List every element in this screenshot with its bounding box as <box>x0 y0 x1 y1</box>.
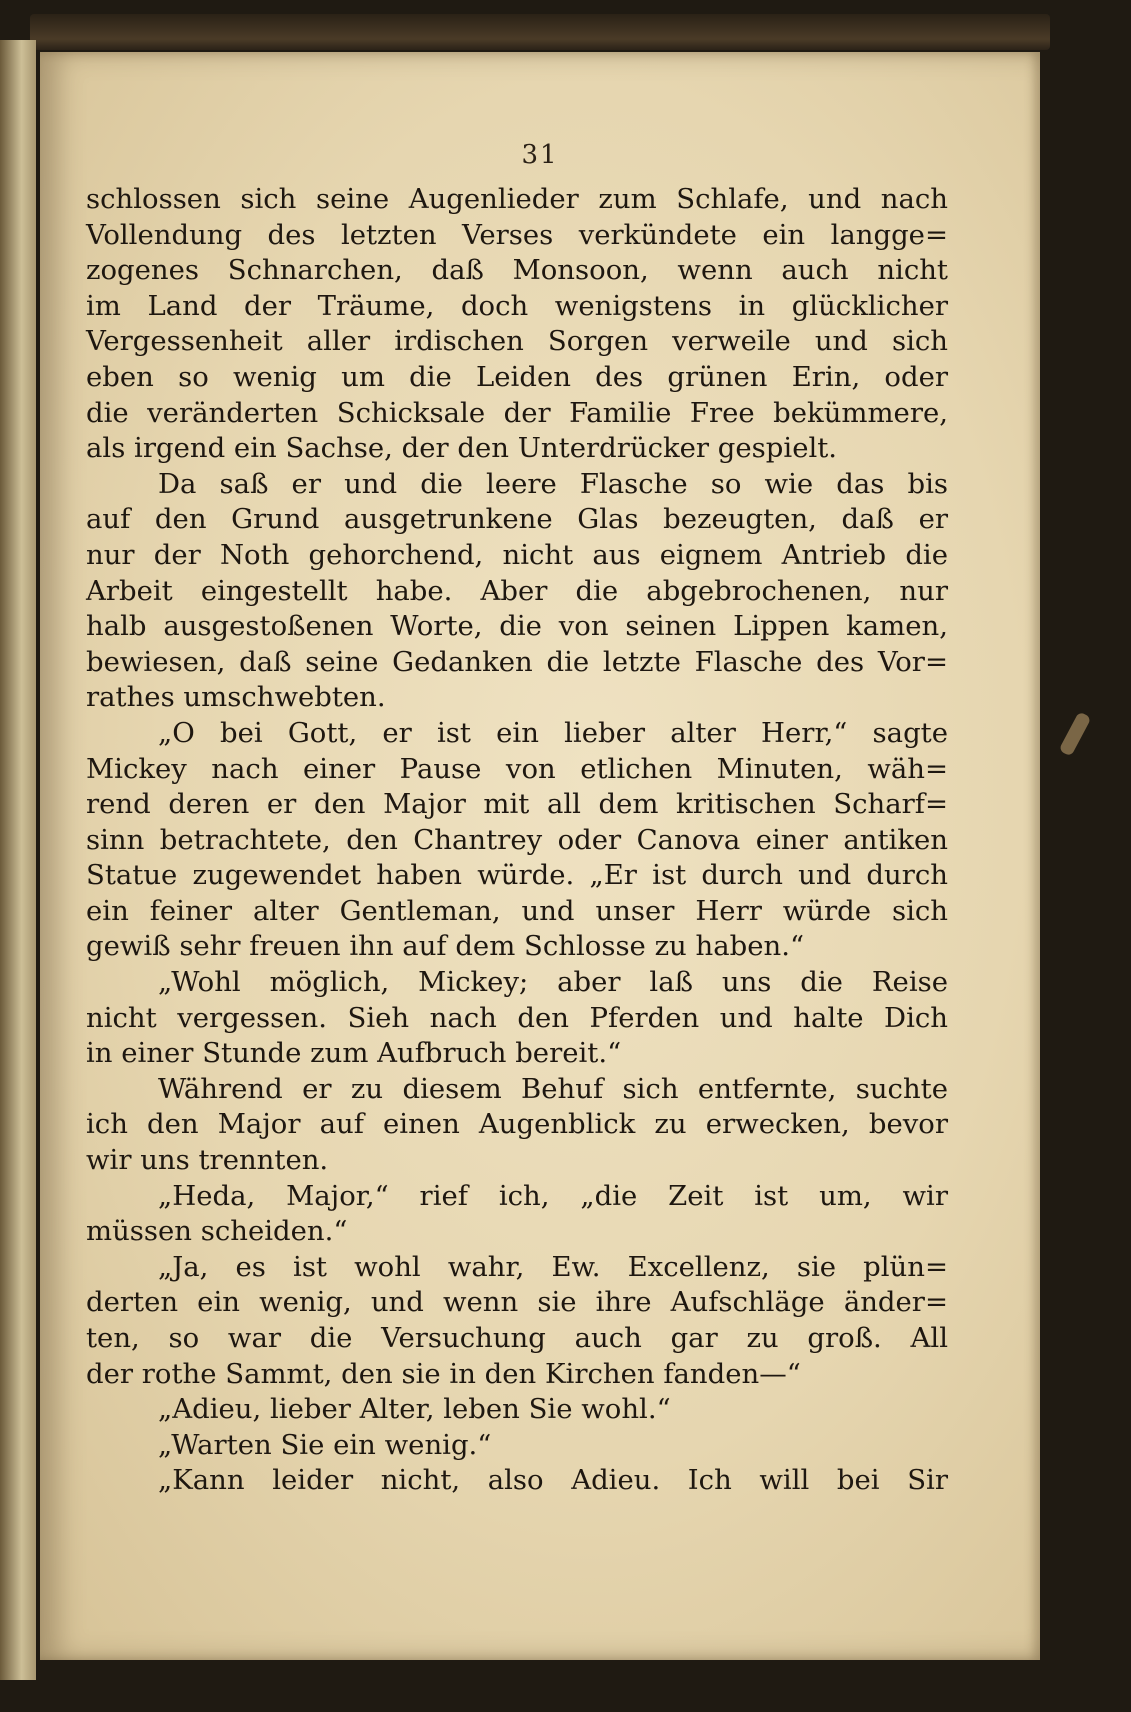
text-line: wir uns trennten. <box>86 1144 329 1177</box>
text-line: bewiesen, daß seine Gedanken die letzte Flasche des Vor= <box>86 645 948 678</box>
text-line: schlossen sich seine Augenlieder zum Schlafe, und nach <box>86 183 948 215</box>
paragraph-start: Da saß er und die leere Flasche so wie das bis <box>158 467 948 500</box>
text-line: Statue zugewendet haben würde. „Er ist durch und durch <box>86 859 948 892</box>
text-line: der rothe Sammt, den sie in den Kirchen fanden—“ <box>86 1357 801 1390</box>
text-line: sinn betrachtete, den Chantrey oder Canova einer antiken <box>86 823 948 856</box>
text-line: rathes umschwebten. <box>86 681 386 714</box>
paragraph-start: „Heda, Major,“ rief ich, „die Zeit ist um, wir <box>158 1179 948 1212</box>
paragraph-start: Während er zu diesem Behuf sich entfernte, suchte <box>158 1072 948 1105</box>
page-text <box>86 182 948 1499</box>
text-line: halb ausgestoßenen Worte, die von seinen Lippen kamen, <box>86 610 948 643</box>
text-line: eben so wenig um die Leiden des grünen Erin, oder <box>86 360 948 393</box>
text-line: nicht vergessen. Sieh nach den Pferden und halte Dich <box>86 1001 948 1034</box>
paragraph-start: „Kann leider nicht, also Adieu. Ich will bei Sir <box>158 1464 948 1497</box>
text-line: ein feiner alter Gentleman, und unser Herr würde sich <box>86 894 948 927</box>
paragraph-start: „Adieu, lieber Alter, leben Sie wohl.“ <box>158 1393 671 1426</box>
text-line: derten ein wenig, und wenn sie ihre Aufschläge änder= <box>86 1286 948 1319</box>
text-line: Mickey nach einer Pause von etlichen Minuten, wäh= <box>86 752 948 785</box>
book-page <box>40 52 1040 1660</box>
text-line: in einer Stunde zum Aufbruch bereit.“ <box>86 1037 622 1070</box>
paragraph-start: „Ja, es ist wohl wahr, Ew. Excellenz, sie plün= <box>158 1250 948 1283</box>
text-line: auf den Grund ausgetrunkene Glas bezeugten, daß er <box>86 503 948 536</box>
text-line: im Land der Träume, doch wenigstens in glücklicher <box>86 289 948 322</box>
text-line: Vergessenheit aller irdischen Sorgen verweile und sich <box>86 325 948 358</box>
paragraph-start: „Wohl möglich, Mickey; aber laß uns die Reise <box>158 966 948 999</box>
text-line: Arbeit eingestellt habe. Aber die abgebrochenen, nur <box>86 574 948 607</box>
book-cover-edge <box>30 14 1050 50</box>
text-line: ten, so war die Versuchung auch gar zu groß. All <box>86 1322 948 1354</box>
text-line: die veränderten Schicksale der Familie Free bekümmere, <box>86 396 948 429</box>
page-number: 31 <box>521 140 559 170</box>
text-line: zogenes Schnarchen, daß Monsoon, wenn auch nicht <box>86 254 948 287</box>
text-line: ich den Major auf einen Augenblick zu erwecken, bevor <box>86 1108 948 1141</box>
text-line: Vollendung des letzten Verses verkündete ein langge= <box>86 218 948 251</box>
text-line: als irgend ein Sachse, der den Unterdrücker gespielt. <box>86 432 838 465</box>
text-line: müssen scheiden.“ <box>86 1215 348 1248</box>
paragraph-start: „Warten Sie ein wenig.“ <box>158 1428 492 1461</box>
text-line: rend deren er den Major mit all dem kritischen Scharf= <box>86 788 948 821</box>
facing-page-edge <box>0 40 36 1680</box>
text-line: gewiß sehr freuen ihn auf dem Schlosse zu haben.“ <box>86 930 805 963</box>
paragraph-start: „O bei Gott, er ist ein lieber alter Herr,“ sagte <box>158 716 948 749</box>
ink-smudge <box>1058 711 1091 756</box>
text-line: nur der Noth gehorchend, nicht aus eignem Antrieb die <box>86 538 948 571</box>
